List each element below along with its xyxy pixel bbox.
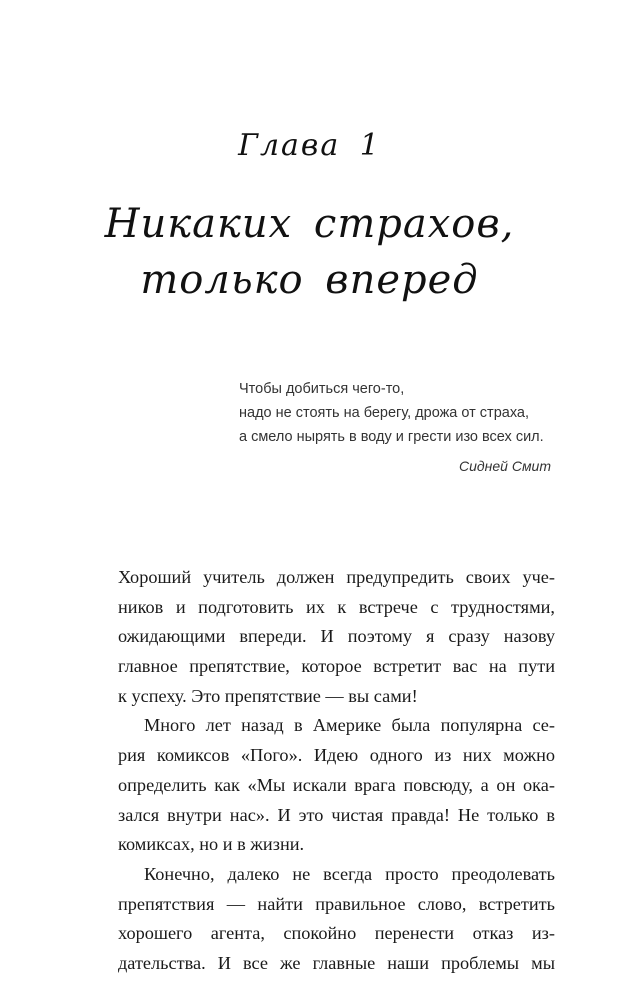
epigraph-author: Сидней Смит bbox=[459, 458, 551, 474]
body-text bbox=[118, 563, 555, 979]
epigraph-line: надо не стоять на берегу, дрожа от страха, bbox=[239, 405, 530, 421]
epigraph-line: а смело нырять в воду и грести изо всех сил. bbox=[239, 429, 544, 445]
body-line: главное препятствие, которое встретит вас на пути bbox=[118, 656, 555, 677]
chapter-title bbox=[0, 196, 619, 308]
chapter-title-line: только вперед bbox=[140, 257, 479, 303]
chapter-title-line: Никаких страхов, bbox=[104, 201, 515, 247]
body-line: хорошего агента, спокойно перенести отказ из- bbox=[118, 923, 555, 944]
body-line: ожидающими впереди. И поэтому я сразу назову bbox=[118, 626, 555, 647]
body-line: препятствия — найти правильное слово, встретить bbox=[118, 893, 555, 914]
body-line: дательства. И все же главные наши проблемы мы bbox=[118, 952, 555, 973]
chapter-number: Глава 1 bbox=[238, 128, 381, 163]
body-line: Много лет назад в Америке была популярна се- bbox=[144, 715, 555, 736]
body-line: зался внутри нас». И это чистая правда! Не только в bbox=[118, 804, 555, 825]
body-line: рия комиксов «Пого». Идею одного из них можно bbox=[118, 745, 555, 766]
body-line: Конечно, далеко не всегда просто преодолевать bbox=[144, 863, 555, 884]
body-line: определить как «Мы искали врага повсюду, а он ока- bbox=[118, 774, 555, 795]
epigraph-line: Чтобы добиться чего-то, bbox=[239, 381, 405, 397]
body-line: Хороший учитель должен предупредить своих уче- bbox=[118, 567, 555, 587]
body-line: комиксах, но и в жизни. bbox=[118, 834, 305, 855]
body-line: ников и подготовить их к встрече с трудностями, bbox=[118, 596, 555, 617]
epigraph bbox=[239, 377, 579, 449]
body-line: к успеху. Это препятствие — вы сами! bbox=[118, 685, 418, 706]
